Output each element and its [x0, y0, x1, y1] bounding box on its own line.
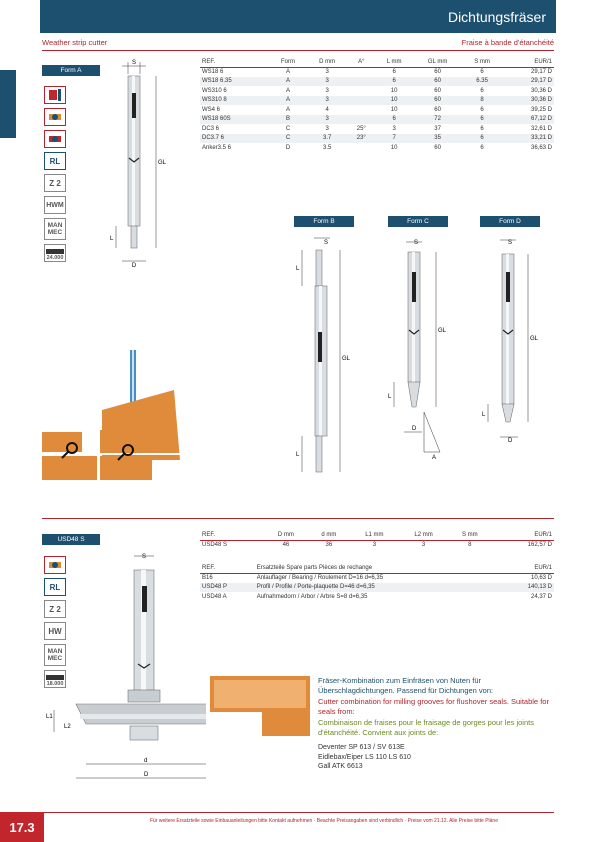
footer-divider: [42, 812, 554, 813]
table-cell: 37: [434, 125, 441, 132]
table-cell: 29,17 D: [530, 69, 552, 75]
table-cell: 6: [462, 134, 503, 144]
table1-body: [200, 67, 554, 153]
table-cell: DC3 6: [202, 125, 220, 132]
table-row: [200, 583, 554, 593]
dim-l-label: L: [296, 266, 300, 272]
dim-d-label: D: [508, 438, 513, 444]
table-header-cell: A°: [348, 58, 375, 67]
description-block: [318, 676, 554, 772]
table-cell: [348, 143, 375, 153]
table-cell: 3: [307, 96, 348, 106]
table-row: [200, 540, 554, 550]
table-cell: 3: [392, 125, 396, 132]
table-cell: 10: [390, 106, 398, 113]
table-cell: [348, 96, 375, 106]
table-header-cell: GL mm: [413, 58, 461, 67]
table-cell: WS4 6: [202, 106, 221, 113]
table-header-cell: REF.: [200, 58, 269, 67]
table-cell: 32,61 D: [530, 125, 552, 132]
dim-l-label: L: [482, 412, 486, 418]
carbide-icon: HWM: [44, 196, 66, 214]
dim-d-label: D: [412, 426, 417, 432]
teeth-count-icon: Z 2: [44, 174, 66, 192]
dim-l2-label: L2: [64, 724, 71, 730]
application-illustration: [42, 350, 187, 488]
table-cell: 8: [462, 96, 503, 106]
dim-l-label: L: [388, 394, 392, 400]
table-cell: 60: [434, 144, 441, 151]
brand-item: Eidlebax/Eiper LS 110 LS 610: [318, 753, 411, 761]
table-cell: A: [286, 106, 291, 113]
table-cell: 33,21 D: [502, 134, 554, 144]
table-cell: 60: [434, 106, 441, 113]
description-fr: Combinaison de fraises pour le fraisage de gorges pour les joints d'étanchéité. Convient aux joints de:: [318, 718, 534, 737]
form-a-label: Form A: [42, 65, 100, 76]
dim-gl-label: GL: [530, 336, 539, 342]
table-cell: [348, 77, 375, 87]
table-cell: D: [285, 144, 291, 151]
table-cell: Aufnahmedorn / Arbor / Arbre S=8 d=6,35: [256, 593, 368, 600]
brand-item: Deventer SP 613 / SV 613E: [318, 744, 405, 751]
table-cell: WS18 60S: [200, 115, 269, 125]
table2-body: [200, 540, 554, 550]
dim-s-label: S: [324, 240, 329, 246]
table-cell: 60: [434, 69, 441, 75]
table-cell: 10: [390, 144, 398, 151]
table-cell: 30,36 D: [502, 96, 554, 106]
form-b-label: Form B: [294, 216, 354, 227]
table-cell: 23°: [348, 134, 375, 144]
table3-header-row: [200, 564, 554, 573]
table-cell: A: [286, 87, 291, 94]
table-cell: 35: [413, 134, 461, 144]
table-cell: 67,12 D: [502, 115, 554, 125]
table-cell: 24,37 D: [530, 593, 552, 600]
table-row: [200, 592, 554, 602]
spare-parts-table: [200, 564, 554, 602]
table-header-cell: D mm: [264, 531, 308, 540]
table-cell: 36: [325, 542, 333, 548]
description-de: Fräser-Kombination zum Einfräsen von Nuten für Überschlagdichtungen. Passend für Dichtungen von:: [318, 676, 494, 695]
table-cell: [348, 115, 375, 125]
table-cell: Anker3.5 6: [202, 144, 232, 151]
table-cell: B16: [202, 575, 213, 581]
subtitle-en: Weather strip cutter: [42, 38, 108, 47]
table-cell: WS18 6.35: [200, 77, 269, 87]
table-cell: 7: [375, 134, 414, 144]
table-cell: C: [269, 134, 306, 144]
table-cell: [348, 86, 375, 96]
table-cell: 30,36 D: [530, 87, 552, 94]
form-c-drawing: [388, 232, 458, 462]
dim-l-label: L: [296, 452, 300, 458]
table-cell: 3.7: [307, 134, 348, 144]
table-header-cell: EUR/1: [502, 58, 554, 67]
table-cell: WS18 6: [202, 69, 224, 75]
table-cell: 3: [325, 87, 329, 94]
table-row: [200, 124, 554, 134]
table-cell: 6: [480, 87, 484, 94]
table-cell: 6: [392, 69, 396, 75]
dim-gl-label: GL: [438, 328, 447, 334]
table-row: [200, 143, 554, 153]
table-cell: 46: [282, 542, 290, 548]
brand-list: [318, 743, 554, 772]
man-label: MAN: [47, 222, 63, 229]
table-cell: 6: [375, 77, 414, 87]
table-cell: 3: [307, 115, 348, 125]
table-header-cell: L2 mm: [399, 531, 448, 540]
dim-gl-label: GL: [342, 356, 351, 362]
table-header-cell: L mm: [375, 58, 414, 67]
table-cell: 60: [434, 87, 441, 94]
table-header-cell: S mm: [448, 531, 491, 540]
page-number: 17.3: [0, 812, 44, 842]
table-cell: A: [269, 77, 306, 87]
table-cell: 60: [413, 77, 461, 87]
wood-material-icon: [44, 108, 66, 126]
table-cell: USD48 A: [202, 593, 227, 600]
product2-label: USD48 S: [42, 534, 100, 545]
table-cell: 3: [372, 542, 377, 548]
carbide-icon: HW: [44, 622, 66, 640]
table-row: [200, 67, 554, 77]
dim-gl-label: GL: [158, 160, 167, 166]
side-tab: [0, 70, 16, 138]
subtitle-fr: Fraise à bande d'étanchéité: [461, 38, 554, 47]
table-row: [200, 86, 554, 96]
table-cell: 3: [307, 77, 348, 87]
table-cell: 36,63 D: [530, 144, 552, 151]
table-cell: 6: [480, 125, 484, 132]
page-header: [40, 0, 556, 33]
table-header-cell: S mm: [462, 58, 503, 67]
table-cell: [348, 67, 375, 77]
table-cell: 72: [413, 115, 461, 125]
table-cell: 6: [480, 69, 484, 75]
table-row: [200, 573, 554, 583]
table-cell: A: [286, 69, 291, 75]
table-row: [200, 96, 554, 106]
table-header-cell: REF.: [200, 564, 255, 573]
dim-a-label: A: [432, 455, 437, 461]
table3-body: [200, 573, 554, 602]
dim-s-label: S: [131, 60, 137, 66]
table-row: [200, 134, 554, 144]
table2-header-row: [200, 531, 554, 540]
page-title: Dichtungsfräser: [447, 8, 546, 25]
dim-l-label: L: [110, 236, 114, 242]
table-cell: USD48 S: [202, 542, 228, 548]
rpm-value: 24.000: [46, 255, 64, 261]
table-cell: 3: [325, 69, 329, 75]
table-cell: Anlauflager / Bearing / Roulement D=16 d=6,35: [256, 575, 384, 581]
table-cell: 10: [375, 96, 414, 106]
rpm-bar: [46, 249, 64, 254]
dim-s-label: S: [142, 554, 147, 560]
dim-d-label: D: [144, 772, 149, 778]
table-cell: DC3.7 6: [200, 134, 269, 144]
product-table-1: [200, 58, 554, 153]
rpm-value: 18.000: [46, 681, 64, 687]
table-header-cell: Form: [269, 58, 306, 67]
brand-item: Gall ATK 6613: [318, 763, 363, 770]
form-d-label: Form D: [480, 216, 540, 227]
table1-header-row: [200, 58, 554, 67]
icons-column-1: [44, 86, 66, 262]
product-table-2: [200, 531, 554, 550]
rotation-right-icon: RL: [44, 578, 66, 596]
dim-s-label: S: [414, 240, 419, 246]
table-cell: 6: [375, 115, 414, 125]
dim-d-label: D: [131, 263, 137, 269]
table-cell: 25°: [356, 125, 366, 132]
table-cell: 8: [468, 542, 472, 548]
rotation-right-icon: RL: [44, 152, 66, 170]
table-header-cell: L1 mm: [350, 531, 399, 540]
form-b-drawing: [294, 232, 364, 480]
dim-d-small-label: d: [144, 758, 148, 764]
table-cell: B: [269, 115, 306, 125]
table-cell: 6: [462, 115, 503, 125]
table-cell: 6.35: [462, 77, 503, 87]
table-cell: 162,57 D: [527, 542, 552, 548]
table-cell: 10: [390, 87, 398, 94]
table-cell: [348, 105, 375, 115]
table-cell: Profil / Profile / Porte-plaquette D=46 d=6,35: [255, 583, 501, 593]
manual-mechanical-icon: [44, 218, 66, 240]
table-header-cell: d mm: [308, 531, 350, 540]
table-cell: USD48 P: [200, 583, 255, 593]
teeth-count-icon: Z 2: [44, 600, 66, 618]
max-rpm-icon: [44, 244, 66, 262]
table-row: [200, 105, 554, 115]
form-c-label: Form C: [388, 216, 448, 227]
table-header-cell: D mm: [307, 58, 348, 67]
divider: [42, 50, 554, 51]
table-cell: 60: [413, 96, 461, 106]
dim-l1-label: L1: [46, 714, 53, 720]
table-header-cell: EUR/1: [492, 531, 555, 540]
table-cell: WS310 8: [200, 96, 269, 106]
usd48-drawing: [46, 546, 206, 786]
table-cell: 10,63 D: [530, 575, 552, 581]
mec-label: MEC: [47, 229, 63, 236]
dim-s-label: S: [508, 240, 513, 246]
man-label: MAN: [47, 648, 63, 655]
table-cell: 4: [325, 106, 329, 113]
table-cell: 140,13 D: [501, 583, 554, 593]
machine-icon: [44, 86, 66, 104]
table-header-cell: Ersatzteile Spare parts Pièces de rechange: [255, 564, 501, 573]
table-header-cell: REF.: [200, 531, 264, 540]
mec-label: MEC: [47, 655, 63, 662]
table-cell: 3: [325, 125, 329, 132]
plastic-material-icon: [44, 130, 66, 148]
footer-note: Für weitere Ersatzteile sowie Einbauanleitungen bitte Kontakt aufnehmen · Beachte Preisangaben sind verbindlich · Preise vom 21.12. Alle Preise bitte Pläne: [150, 818, 498, 824]
form-d-drawing: [480, 232, 550, 447]
profile-illustration: [210, 676, 310, 738]
table-cell: WS310 6: [202, 87, 227, 94]
form-a-drawing: [108, 58, 170, 278]
table-cell: C: [285, 125, 291, 132]
section-divider: [42, 518, 554, 519]
table-row: [200, 115, 554, 125]
table-cell: A: [269, 96, 306, 106]
table-cell: 6: [480, 106, 484, 113]
table-cell: 3.5: [323, 144, 332, 151]
table-cell: 3: [421, 542, 426, 548]
table-row: [200, 77, 554, 87]
description-en: Cutter combination for milling grooves for flushover seals. Suitable for seals from:: [318, 697, 549, 716]
table-cell: 39,25 D: [530, 106, 552, 113]
table-header-cell: EUR/1: [501, 564, 554, 573]
table-cell: 29,17 D: [502, 77, 554, 87]
table-cell: 6: [480, 144, 484, 151]
